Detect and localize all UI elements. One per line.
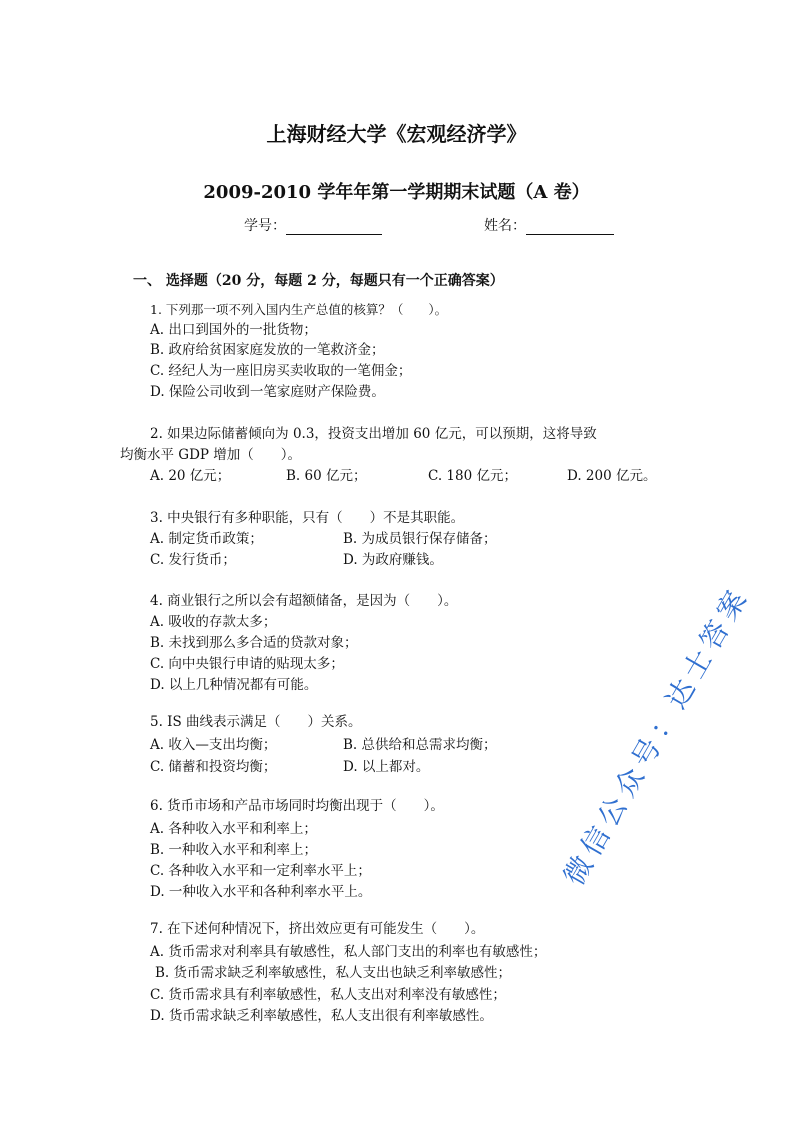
document-subtitle: 2009-2010 学年年第一学期期末试题（A 卷） — [203, 182, 590, 203]
section-heading: 一、 选择题（20 分，每题 2 分，每题只有一个正确答案） — [133, 273, 504, 289]
question-1: 1. 下列那一项不列入国内生产总值的核算？（ ）。 — [150, 302, 448, 317]
name-label: 姓名： — [484, 218, 526, 234]
option: B. 政府给贫困家庭发放的一笔救济金； — [150, 342, 385, 358]
option: B. 总供给和总需求均衡； — [343, 737, 497, 753]
student-id-field — [244, 217, 382, 235]
option: D. 200 亿元。 — [567, 468, 657, 484]
student-id-label: 学号： — [244, 218, 286, 234]
option: D. 以上都对。 — [343, 759, 430, 775]
document-title: 上海财经大学《宏观经济学》 — [266, 122, 527, 146]
question-4: 4. 商业银行之所以会有超额储备，是因为（ ）。 — [150, 593, 458, 609]
question-7: 7. 在下述何种情况下，挤出效应更有可能发生（ ）。 — [150, 921, 485, 937]
option: A. 制定货币政策； — [150, 531, 263, 547]
option: D. 货币需求缺乏利率敏感性，私人支出很有利率敏感性。 — [150, 1008, 493, 1024]
option: C. 储蓄和投资均衡； — [150, 759, 277, 775]
option: B. 货币需求缺乏利率敏感性，私人支出也缺乏利率敏感性； — [155, 965, 512, 981]
option: D. 一种收入水平和各种利率水平上。 — [150, 884, 372, 900]
option: A. 货币需求对利率具有敏感性，私人部门支出的利率也有敏感性； — [150, 944, 547, 960]
name-field — [484, 217, 614, 235]
option: B. 为成员银行保存储备； — [343, 531, 497, 547]
option: D. 为政府赚钱。 — [343, 552, 443, 568]
question-2: 2. 如果边际储蓄倾向为 0.3，投资支出增加 60 亿元，可以预期，这将导致 — [150, 426, 597, 442]
option: C. 各种收入水平和一定利率水平上； — [150, 863, 371, 879]
option: B. 未找到那么多合适的贷款对象； — [150, 635, 358, 651]
name-blank — [526, 220, 614, 235]
option: B. 一种收入水平和利率上； — [150, 842, 318, 858]
question-5: 5. IS 曲线表示满足（ ）关系。 — [150, 714, 362, 730]
option: A. 出口到国外的一批货物； — [150, 322, 317, 338]
option: A. 20 亿元； — [150, 468, 231, 484]
option: A. 吸收的存款太多； — [150, 614, 277, 630]
option: C. 经纪人为一座旧房买卖收取的一笔佣金； — [150, 363, 412, 379]
option: D. 以上几种情况都有可能。 — [150, 677, 318, 693]
question-2-continued: 均衡水平 GDP 增加（ ）。 — [120, 447, 302, 463]
option: A. 各种收入水平和利率上； — [150, 821, 317, 837]
student-id-blank — [286, 220, 382, 235]
option: A. 收入—支出均衡； — [150, 737, 277, 753]
question-6: 6. 货币市场和产品市场同时均衡出现于（ ）。 — [150, 798, 444, 814]
option: C. 180 亿元； — [428, 468, 517, 484]
option: B. 60 亿元； — [286, 468, 367, 484]
question-3: 3. 中央银行有多种职能，只有（ ）不是其职能。 — [150, 510, 465, 526]
option: D. 保险公司收到一笔家庭财产保险费。 — [150, 384, 385, 400]
option: C. 货币需求具有利率敏感性，私人支出对利率没有敏感性； — [150, 987, 506, 1003]
option: C. 向中央银行申请的贴现太多； — [150, 656, 344, 672]
watermark: 微信公众号：达士答案 — [557, 580, 756, 891]
option: C. 发行货币； — [150, 552, 236, 568]
